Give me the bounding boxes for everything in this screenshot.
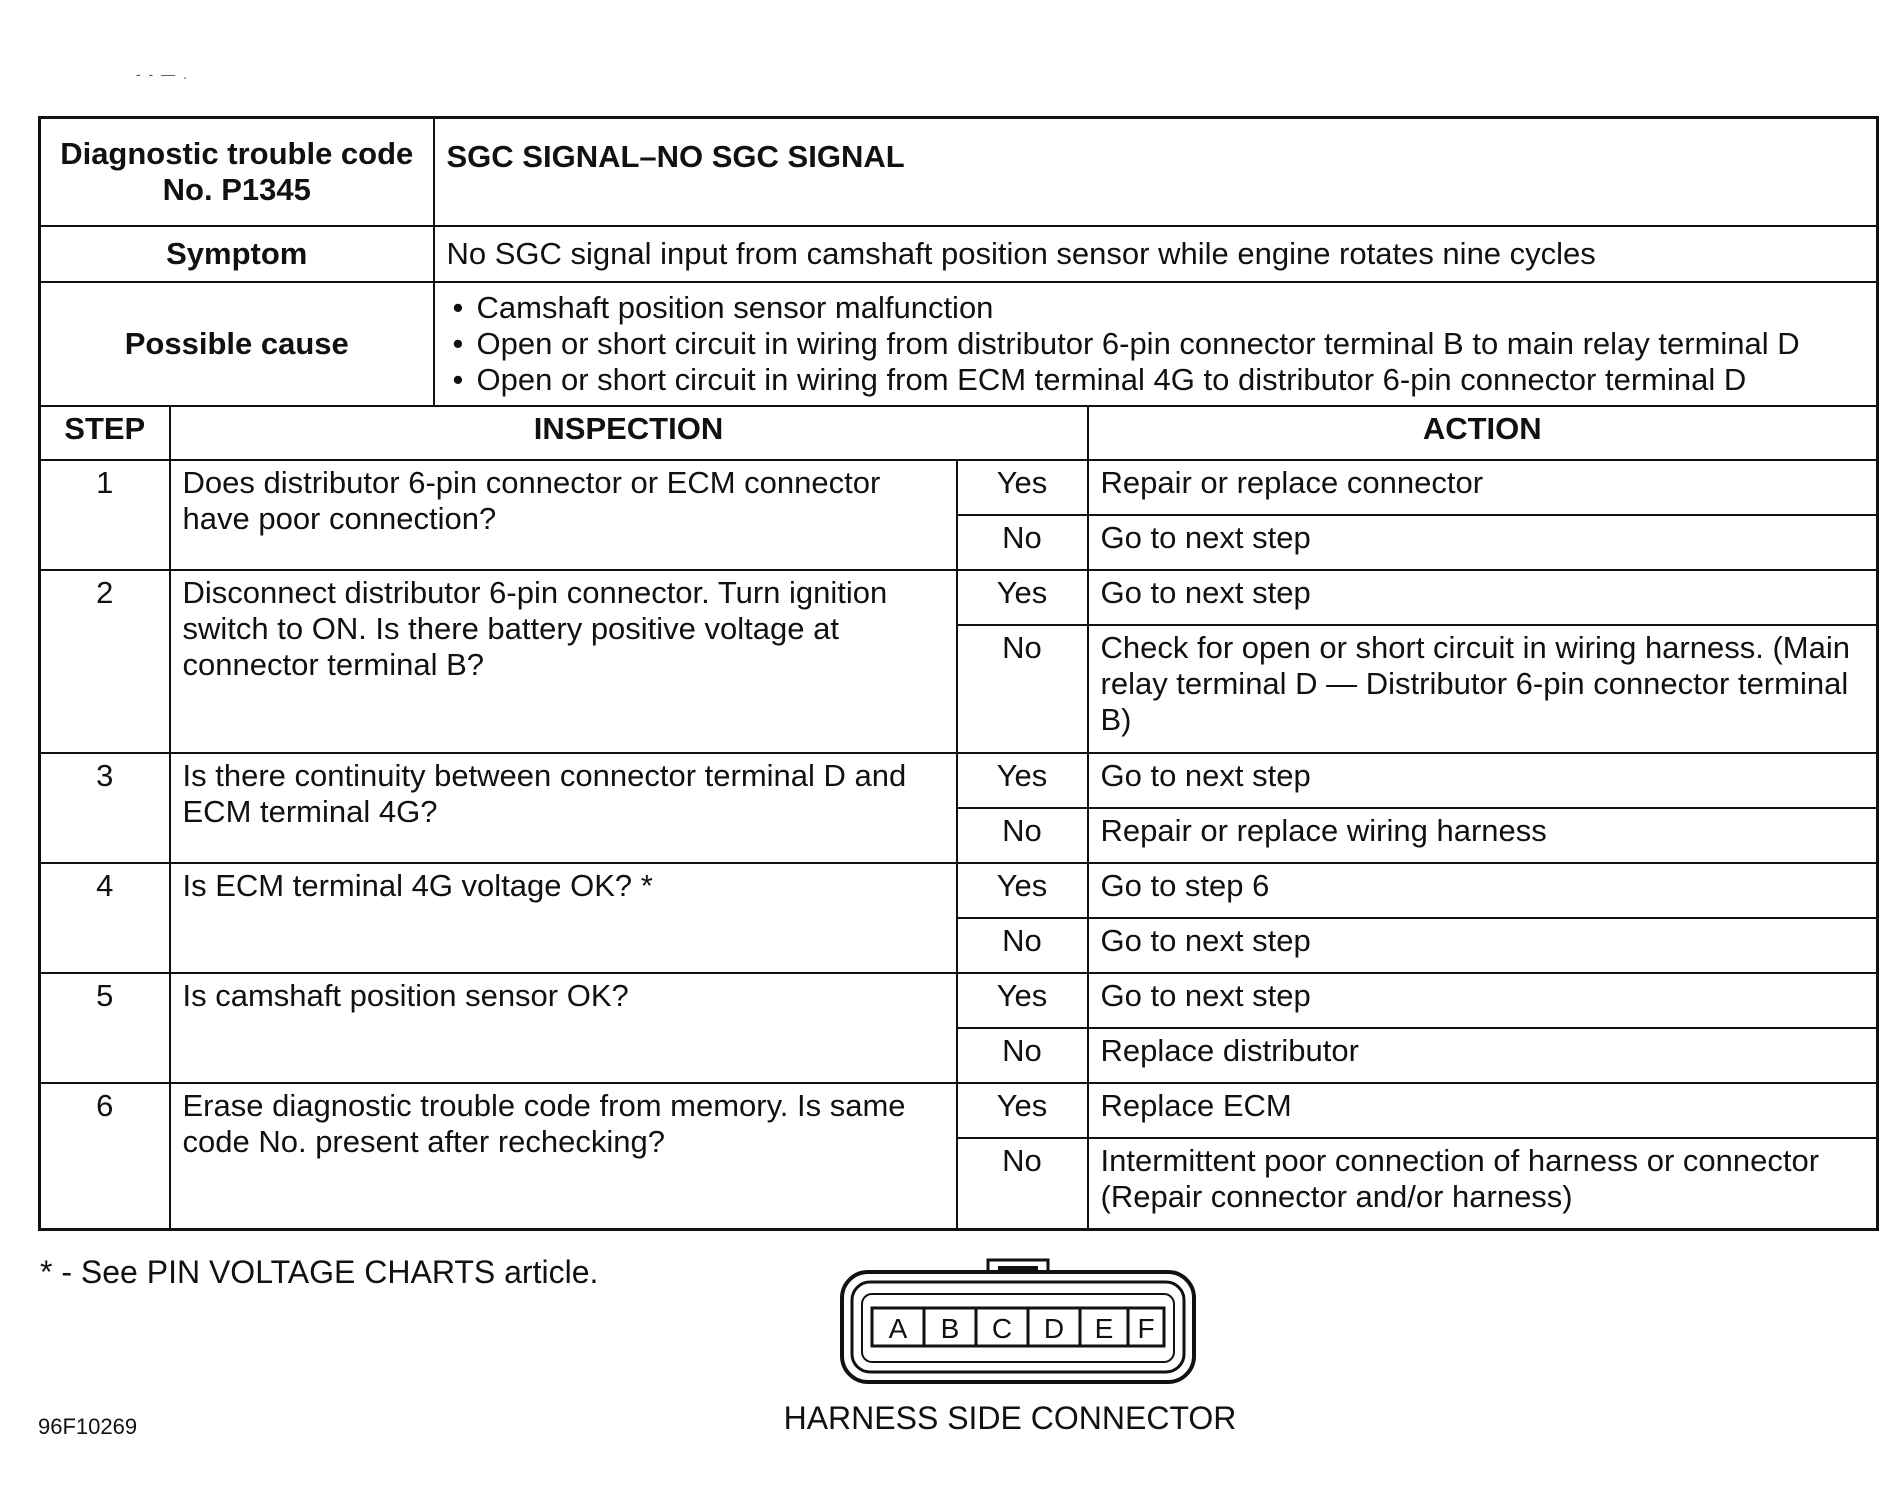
yes-action: Replace ECM (1088, 1083, 1878, 1138)
yes-label: Yes (957, 753, 1088, 808)
pin-label-d: D (1043, 1313, 1065, 1344)
step-row (40, 460, 1878, 515)
yes-action: Go to next step (1088, 753, 1878, 808)
step-row (40, 570, 1878, 625)
step-number: 3 (40, 753, 170, 863)
symptom-text: No SGC signal input from camshaft position sensor while engine rotates nine cycles (434, 226, 1878, 282)
inspection-text: Is ECM terminal 4G voltage OK? * (170, 863, 957, 973)
corner-mark: - - — . (136, 66, 189, 82)
no-label: No (957, 625, 1088, 753)
no-label: No (957, 1028, 1088, 1083)
cause-list (447, 290, 1865, 398)
dtc-header-row (40, 118, 1878, 226)
yes-label: Yes (957, 460, 1088, 515)
step-number: 4 (40, 863, 170, 973)
no-action: Go to next step (1088, 918, 1878, 973)
no-label: No (957, 918, 1088, 973)
symptom-row (40, 226, 1878, 282)
footnote: * - See PIN VOLTAGE CHARTS article. (40, 1254, 599, 1290)
step-row (40, 1083, 1878, 1138)
no-action: Intermittent poor connection of harness or connector (Repair connector and/or harness) (1088, 1138, 1878, 1230)
harness-connector-diagram (838, 1258, 1198, 1386)
figure-id: 96F10269 (38, 1414, 138, 1439)
inspection-text: Erase diagnostic trouble code from memory. Is same code No. present after rechecking? (170, 1083, 957, 1230)
step-row (40, 753, 1878, 808)
cause-item: • Open or short circuit in wiring from distributor 6-pin connector terminal B to main relay terminal D (447, 326, 1865, 362)
yes-action: Go to next step (1088, 973, 1878, 1028)
pin-label-a: A (888, 1313, 908, 1344)
step-column-header: STEP (40, 406, 170, 460)
yes-label: Yes (957, 863, 1088, 918)
pin-label-c: C (991, 1313, 1013, 1344)
no-label: No (957, 515, 1088, 570)
pin-label-e: E (1094, 1313, 1114, 1344)
inspection-text: Disconnect distributor 6-pin connector. Turn ignition switch to ON. Is there battery positive voltage at connector terminal B? (170, 570, 957, 753)
inspection-text: Is there continuity between connector terminal D and ECM terminal 4G? (170, 753, 957, 863)
step-number: 6 (40, 1083, 170, 1230)
inspection-text: Does distributor 6-pin connector or ECM connector have poor connection? (170, 460, 957, 570)
yes-action: Repair or replace connector (1088, 460, 1878, 515)
no-action: Repair or replace wiring harness (1088, 808, 1878, 863)
cause-row (40, 282, 1878, 406)
column-header-row (40, 406, 1878, 460)
connector-caption: HARNESS SIDE CONNECTOR (783, 1400, 1237, 1436)
diagnostic-table (38, 116, 1879, 1231)
cause-cell (434, 282, 1878, 406)
dtc-label: Diagnostic trouble code No. P1345 (40, 118, 434, 226)
step-number: 1 (40, 460, 170, 570)
yes-label: Yes (957, 570, 1088, 625)
no-action: Check for open or short circuit in wiring harness. (Main relay terminal D — Distributor 6-pin connector terminal B) (1088, 625, 1878, 753)
step-row (40, 973, 1878, 1028)
no-label: No (957, 808, 1088, 863)
yes-label: Yes (957, 973, 1088, 1028)
step-number: 2 (40, 570, 170, 753)
pin-row-frame (872, 1308, 1164, 1346)
no-action: Go to next step (1088, 515, 1878, 570)
cause-item: • Open or short circuit in wiring from ECM terminal 4G to distributor 6-pin connector terminal D (447, 362, 1865, 398)
no-action: Replace distributor (1088, 1028, 1878, 1083)
cause-label: Possible cause (40, 282, 434, 406)
cause-item: • Camshaft position sensor malfunction (447, 290, 1865, 326)
pin-label-f: F (1137, 1313, 1155, 1344)
inspection-text: Is camshaft position sensor OK? (170, 973, 957, 1083)
step-number: 5 (40, 973, 170, 1083)
symptom-label: Symptom (40, 226, 434, 282)
pin-label-b: B (940, 1313, 960, 1344)
connector-pin-row (872, 1308, 1164, 1346)
yes-action: Go to next step (1088, 570, 1878, 625)
inspection-column-header: INSPECTION (170, 406, 1088, 460)
no-label: No (957, 1138, 1088, 1230)
action-column-header: ACTION (1088, 406, 1878, 460)
dtc-title: SGC SIGNAL–NO SGC SIGNAL (434, 118, 1878, 226)
yes-action: Go to step 6 (1088, 863, 1878, 918)
yes-label: Yes (957, 1083, 1088, 1138)
step-row (40, 863, 1878, 918)
